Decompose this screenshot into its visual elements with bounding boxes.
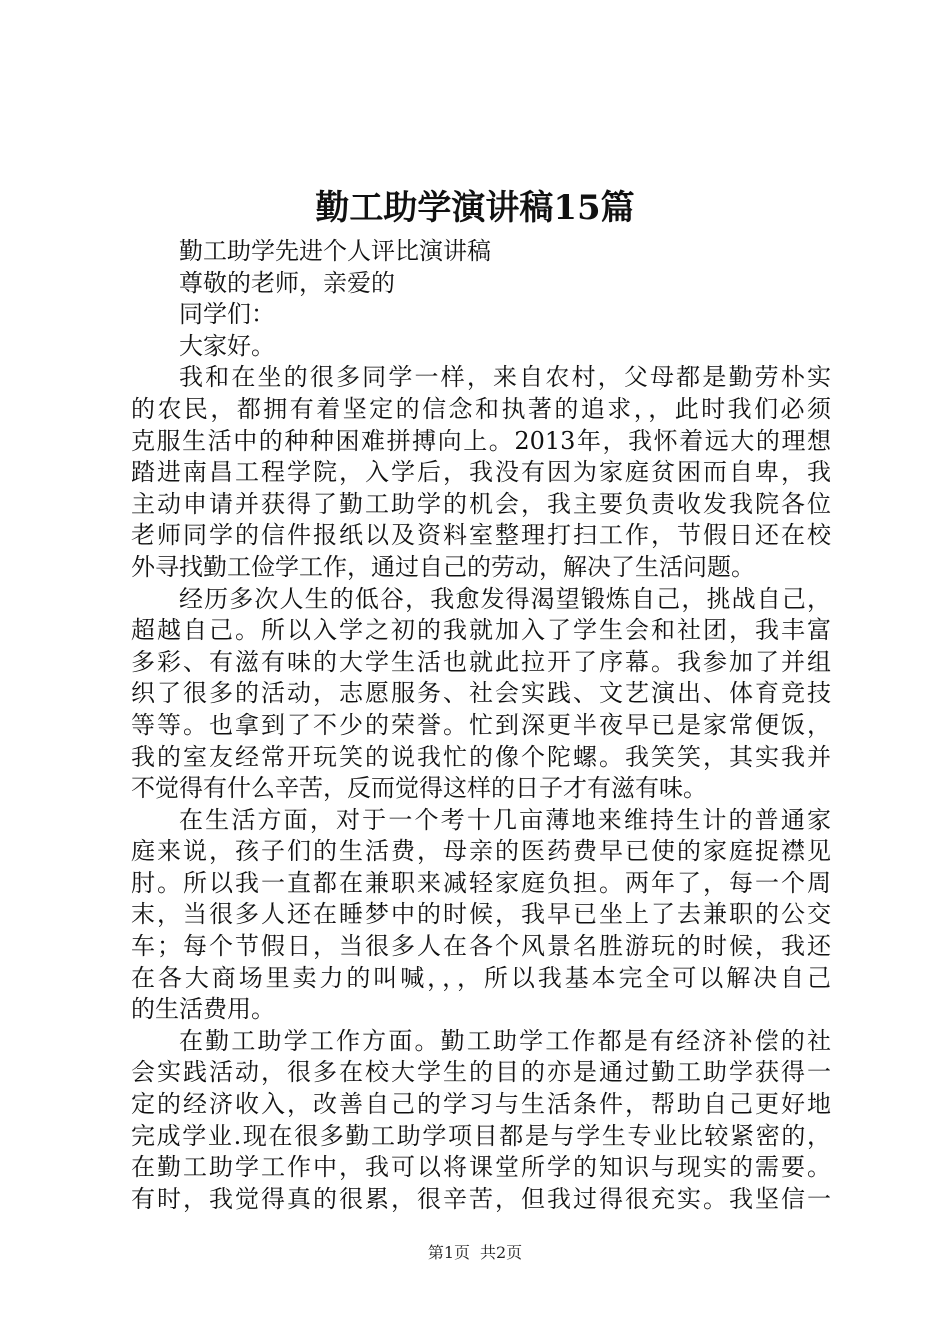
text-line: 多彩、有滋有味的大学生活也就此拉开了序幕。我参加了并组 — [131, 647, 831, 676]
text-line: 在各大商场里卖力的叫喊，，，所以我基本完全可以解决自己 — [131, 963, 831, 992]
text-line: 庭来说，孩子们的生活费，母亲的医药费早已使的家庭捉襟见 — [131, 837, 831, 866]
text-line: 在生活方面，对于一个考十几亩薄地来维持生计的普通家 — [179, 805, 831, 834]
text-line: 克服生活中的种种困难拼搏向上。2013年，我怀着远大的理想 — [131, 426, 831, 455]
document-body — [131, 236, 831, 1215]
text-line: 主动申请并获得了勤工助学的机会，我主要负责收发我院各位 — [131, 489, 831, 518]
text-line: 会实践活动，很多在校大学生的目的亦是通过勤工助学获得一 — [131, 1058, 831, 1087]
text-line: 老师同学的信件报纸以及资料室整理打扫工作，节假日还在校 — [131, 521, 831, 550]
text-line: 勤工助学先进个人评比演讲稿 — [179, 237, 491, 265]
text-line: 末，当很多人还在睡梦中的时候，我早已坐上了去兼职的公交 — [131, 900, 831, 929]
text-line: 有时，我觉得真的很累，很辛苦，但我过得很充实。我坚信一 — [131, 1184, 831, 1213]
page-number: 第1页 — [427, 1243, 470, 1262]
text-line: 踏进南昌工程学院，入学后，我没有因为家庭贫困而自卑，我 — [131, 458, 831, 487]
text-line: 我和在坐的很多同学一样，来自农村，父母都是勤劳朴实 — [179, 363, 831, 392]
text-line: 完成学业.现在很多勤工助学项目都是与学生专业比较紧密的， — [131, 1121, 831, 1150]
text-line: 的农民，都拥有着坚定的信念和执著的追求，，此时我们必须 — [131, 394, 831, 423]
text-line: 在勤工助学工作方面。勤工助学工作都是有经济补偿的社 — [179, 1026, 831, 1055]
text-line: 车；每个节假日，当很多人在各个风景名胜游玩的时候，我还 — [131, 932, 831, 961]
text-line: 经历多次人生的低谷，我愈发得渴望锻炼自己，挑战自己， — [179, 584, 831, 613]
text-line: 同学们： — [179, 300, 275, 329]
text-line: 肘。所以我一直都在兼职来减轻家庭负担。两年了，每一个周 — [131, 868, 831, 897]
text-line: 大家好。 — [179, 331, 275, 360]
text-line: 织了很多的活动，志愿服务、社会实践、文艺演出、体育竞技 — [131, 679, 831, 708]
text-line: 尊敬的老师，亲爱的 — [179, 268, 395, 297]
document-title: 勤工助学演讲稿15篇 — [315, 188, 635, 228]
text-line: 的生活费用。 — [131, 995, 275, 1024]
text-line: 不觉得有什么辛苦，反而觉得这样的日子才有滋有味。 — [131, 774, 707, 803]
text-line: 超越自己。所以入学之初的我就加入了学生会和社团，我丰富 — [131, 616, 831, 645]
text-line: 在勤工助学工作中，我可以将课堂所学的知识与现实的需要。 — [131, 1153, 831, 1182]
page-footer — [0, 1242, 950, 1264]
page-total: 共2页 — [480, 1243, 523, 1262]
text-line: 定的经济收入，改善自己的学习与生活条件，帮助自己更好地 — [131, 1090, 831, 1119]
text-line: 我的室友经常开玩笑的说我忙的像个陀螺。我笑笑，其实我并 — [131, 742, 831, 771]
text-line: 等等。也拿到了不少的荣誉。忙到深更半夜早已是家常便饭， — [131, 710, 831, 739]
text-line: 外寻找勤工俭学工作，通过自己的劳动，解决了生活问题。 — [131, 552, 755, 581]
